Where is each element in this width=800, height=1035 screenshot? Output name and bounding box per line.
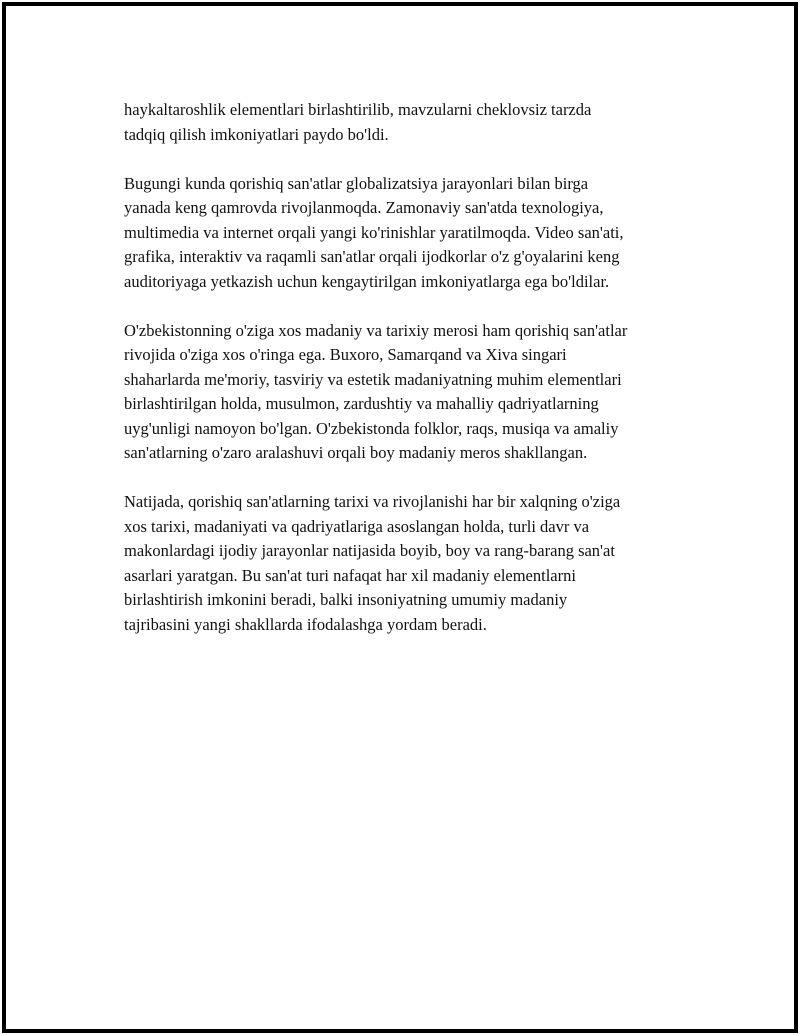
paragraph [124, 490, 709, 637]
text-line: O'zbekistonning o'ziga xos madaniy va tarixiy merosi ham qorishiq san'atlar [124, 320, 628, 340]
text-line: tadqiq qilish imkoniyatlari paydo bo'ldi. [124, 124, 389, 144]
text-line: shaharlarda me'moriy, tasviriy va estetik madaniyatning muhim elementlari [124, 369, 622, 389]
text-line: Natijada, qorishiq san'atlarning tarixi va rivojlanishi har bir xalqning o'ziga [124, 492, 621, 511]
page-border [2, 2, 798, 1033]
text-line: asarlari yaratgan. Bu san'at turi nafaqat har xil madaniy elementlarni [124, 565, 576, 585]
text-line: xos tarixi, madaniyati va qadriyatlariga asoslangan holda, turli davr va [124, 516, 590, 536]
document-body [124, 98, 709, 662]
text-line: haykaltaroshlik elementlari birlashtirilib, mavzularni cheklovsiz tarzda [124, 100, 592, 119]
paragraph [124, 98, 709, 147]
text-line: rivojida o'ziga xos o'ringa ega. Buxoro, Samarqand va Xiva singari [124, 345, 567, 364]
text-line: birlashtirish imkonini beradi, balki insoniyatning umumiy madaniy [124, 590, 568, 609]
text-line: multimedia va internet orqali yangi ko'rinishlar yaratilmoqda. Video san'ati, [124, 222, 624, 242]
text-line: grafika, interaktiv va raqamli san'atlar orqali ijodkorlar o'z g'oyalarini keng [124, 247, 620, 266]
text-line: tajribasini yangi shakllarda ifodalashga yordam beradi. [124, 614, 487, 634]
text-line: uyg'unligi namoyon bo'lgan. O'zbekistonda folklor, raqs, musiqa va amaliy [124, 418, 619, 438]
paragraph [124, 172, 709, 295]
text-line: birlashtirilgan holda, musulmon, zardushtiy va mahalliy qadriyatlarning [124, 394, 599, 413]
text-line: makonlardagi ijodiy jarayonlar natijasida boyib, boy va rang-barang san'at [124, 541, 615, 560]
paragraph [124, 319, 709, 466]
text-line: Bugungi kunda qorishiq san'atlar globalizatsiya jarayonlari bilan birga [124, 173, 589, 193]
text-line: auditoriyaga yetkazish uchun kengaytirilgan imkoniyatlarga ega bo'ldilar. [124, 271, 610, 291]
text-line: san'atlarning o'zaro aralashuvi orqali boy madaniy meros shakllangan. [124, 443, 588, 462]
text-line: yanada keng qamrovda rivojlanmoqda. Zamonaviy san'atda texnologiya, [124, 198, 604, 217]
